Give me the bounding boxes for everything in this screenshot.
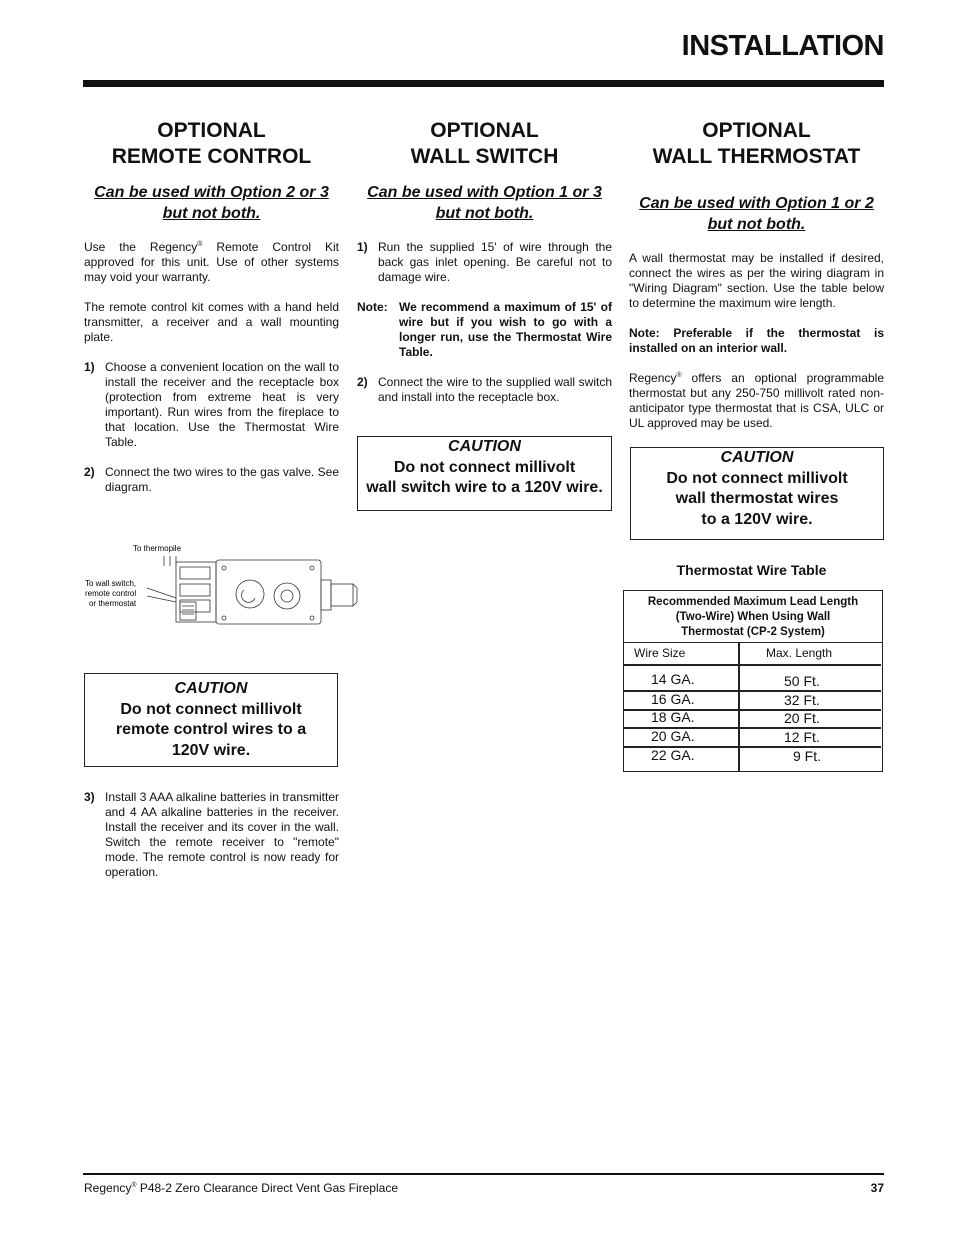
heading-line: OPTIONAL xyxy=(702,119,811,142)
caution-line: remote control wires to a xyxy=(115,721,307,738)
heading-line: OPTIONAL xyxy=(430,119,539,142)
wall-switch-note xyxy=(357,300,612,360)
step-text: Choose a convenient location on the wall to install the receiver and the receptacle box (protection from extreme heat is very important). Run wires from the fireplace to that location. Use the Thermostat Wire Table. xyxy=(105,360,339,449)
text-run: offers an optional programmable thermostat but any 250-750 millivolt rated non-anticipator type thermostat that is CSA, ULC or UL approved may be used. xyxy=(629,371,884,430)
remote-control-heading xyxy=(84,118,339,170)
subheading-line: Can be used with Option 2 or 3 xyxy=(94,184,329,201)
caution-line: Do not connect millivolt xyxy=(393,458,576,476)
thermostat-note: Note: Preferable if the thermostat is installed on an interior wall. xyxy=(629,326,884,355)
page-number: 37 xyxy=(870,1181,884,1195)
page-title: INSTALLATION xyxy=(681,30,884,62)
footer-document-title xyxy=(84,1181,398,1195)
wall-switch-caution-box xyxy=(357,436,612,511)
note-label: Note: xyxy=(357,300,388,314)
registered-mark: ® xyxy=(676,372,682,379)
caution-line: Do not connect millivolt xyxy=(120,700,302,718)
header-line: (Two-Wire) When Using Wall xyxy=(675,611,831,623)
wall-switch-heading xyxy=(357,118,612,170)
header-rule xyxy=(83,80,884,87)
footer-rule xyxy=(83,1173,884,1175)
thermostat-intro-paragraph: A wall thermostat may be installed if desired, connect the wires as per the wiring diagram in "Wiring Diagram" section. Use the table below to determine the maximum wire length. xyxy=(629,251,884,310)
footer-doc-name: P48-2 Zero Clearance Direct Vent Gas Fireplace xyxy=(136,1181,398,1195)
remote-control-section xyxy=(84,118,339,495)
table-cell-max-length: 32 Ft. xyxy=(784,692,820,708)
remote-control-label: remote control xyxy=(85,589,137,598)
remote-intro-paragraph xyxy=(84,240,339,285)
table-cell-max-length: 50 Ft. xyxy=(784,673,820,689)
caution-title: CAUTION xyxy=(448,438,521,455)
wall-thermostat-heading xyxy=(629,118,884,170)
step-number: 2) xyxy=(357,375,368,389)
text-run: Regency xyxy=(629,371,677,385)
caution-title: CAUTION xyxy=(720,449,794,466)
wire-table-header xyxy=(624,591,882,643)
wall-switch-step-2 xyxy=(357,375,612,405)
caution-line: to a 120V wire. xyxy=(701,510,813,528)
wire-table-title: Thermostat Wire Table xyxy=(676,562,827,578)
header-line: Recommended Maximum Lead Length xyxy=(647,596,859,608)
registered-mark: ® xyxy=(131,1182,137,1189)
subheading-line: but not both. xyxy=(435,205,534,222)
wall-thermostat-caution-box xyxy=(630,447,884,540)
step-number: 2) xyxy=(84,465,95,479)
caution-line: wall thermostat wires xyxy=(675,490,839,507)
text-run: Remote Control Kit approved for this unit. Use of other systems may void your warranty. xyxy=(84,240,339,284)
heading-line: WALL SWITCH xyxy=(410,145,559,168)
subheading-line: Can be used with Option 1 or 3 xyxy=(367,184,602,201)
table-cell-wire-size: 22 GA. xyxy=(651,747,695,763)
step-number: 1) xyxy=(84,360,95,374)
registered-mark: ® xyxy=(197,241,203,248)
gas-valve-wiring-diagram xyxy=(84,540,359,630)
table-cell-max-length: 20 Ft. xyxy=(784,710,820,726)
table-cell-wire-size: 18 GA. xyxy=(651,709,695,725)
table-cell-max-length: 12 Ft. xyxy=(784,729,820,745)
header-line: Thermostat (CP-2 System) xyxy=(681,626,825,638)
caution-title: CAUTION xyxy=(174,680,248,697)
subheading-line: Can be used with Option 1 or 2 xyxy=(639,195,874,212)
or-thermostat-label: or thermostat xyxy=(89,599,137,608)
wall-switch-step-1 xyxy=(357,240,612,285)
heading-line: WALL THERMOSTAT xyxy=(652,145,861,168)
table-cell-max-length: 9 Ft. xyxy=(793,748,822,764)
text-run: Use the Regency xyxy=(84,240,198,254)
step-number: 3) xyxy=(84,790,95,804)
gas-valve-drawing xyxy=(147,556,357,624)
heading-line: REMOTE CONTROL xyxy=(111,145,312,168)
heading-line: OPTIONAL xyxy=(157,119,266,142)
caution-line: wall switch wire to a 120V wire. xyxy=(366,479,603,496)
step-text: Connect the wire to the supplied wall switch and install into the receptacle box. xyxy=(378,375,612,404)
to-wall-switch-label: To wall switch, xyxy=(85,579,137,588)
subheading-line: but not both. xyxy=(162,205,261,222)
wall-switch-subheading xyxy=(357,182,612,224)
caution-line: Do not connect millivolt xyxy=(666,469,848,487)
remote-control-caution-box xyxy=(84,673,338,767)
max-length-column-header: Max. Length xyxy=(766,646,833,660)
caution-line: 120V wire. xyxy=(171,741,251,759)
wire-size-column-header: Wire Size xyxy=(634,646,686,660)
remote-control-subheading xyxy=(84,182,339,224)
wall-thermostat-section xyxy=(629,118,884,431)
step-text: Run the supplied 15' of wire through the back gas inlet opening. Be careful not to damage wire. xyxy=(378,240,612,284)
wall-switch-section xyxy=(357,118,612,405)
table-cell-wire-size: 14 GA. xyxy=(651,671,695,687)
table-cell-wire-size: 20 GA. xyxy=(651,728,695,744)
thermostat-wire-table xyxy=(623,590,883,772)
thermostat-options-paragraph xyxy=(629,371,884,431)
remote-step-3 xyxy=(84,790,339,880)
remote-step-2 xyxy=(84,465,339,495)
remote-kit-paragraph: The remote control kit comes with a hand held transmitter, a receiver and a wall mounting plate. xyxy=(84,300,339,344)
column-divider xyxy=(738,643,740,771)
step-number: 1) xyxy=(357,240,368,254)
table-cell-wire-size: 16 GA. xyxy=(651,691,695,707)
wall-thermostat-subheading xyxy=(629,193,884,235)
note-text: We recommend a maximum of 15' of wire but if you wish to go with a longer run, use the Thermostat Wire Table. xyxy=(399,300,612,359)
to-thermopile-label: To thermopile xyxy=(133,544,182,553)
subheading-line: but not both. xyxy=(707,216,806,233)
step-text: Install 3 AAA alkaline batteries in transmitter and 4 AA alkaline batteries in the receiver. Install the receiver and its cover in the wall. Switch the remote receiver to "remote" mode. The remote control is now ready for operation. xyxy=(105,790,339,879)
row-divider xyxy=(624,664,881,666)
footer-brand: Regency xyxy=(84,1181,132,1195)
step-text: Connect the two wires to the gas valve. See diagram. xyxy=(105,465,339,494)
remote-step-1 xyxy=(84,360,339,450)
